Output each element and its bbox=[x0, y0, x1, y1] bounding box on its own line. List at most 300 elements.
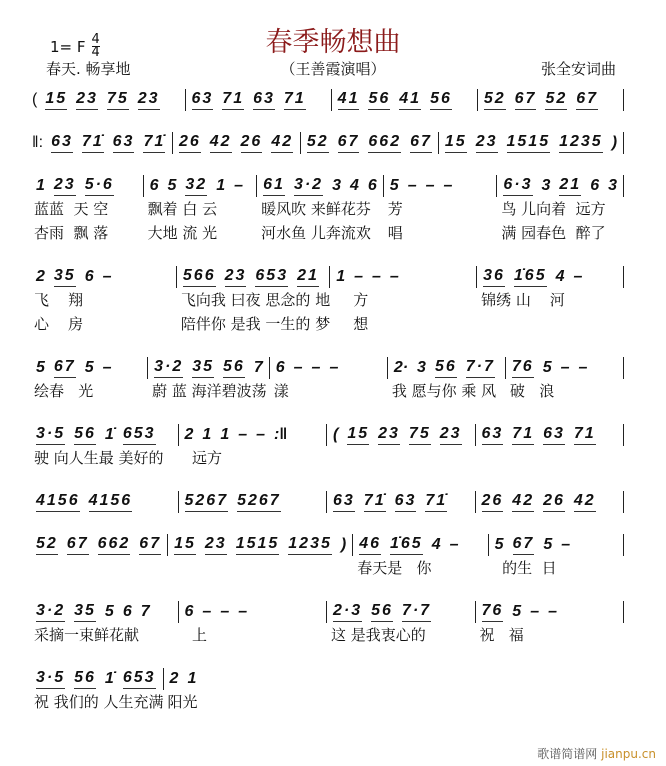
measure-notes bbox=[168, 534, 353, 556]
note-group: 2· bbox=[393, 359, 409, 376]
note-group: 71̇ bbox=[143, 133, 165, 153]
measure bbox=[30, 668, 164, 714]
measure bbox=[270, 357, 388, 403]
note-group: 76 bbox=[512, 358, 534, 378]
note-group: 653 bbox=[255, 267, 288, 287]
lyric-line bbox=[168, 556, 353, 580]
measure bbox=[30, 491, 179, 513]
note-group: 63 bbox=[333, 492, 355, 512]
lyric-line: 心 房 bbox=[34, 315, 84, 333]
measure bbox=[30, 175, 144, 245]
note-group: 63 bbox=[51, 133, 73, 153]
note-group: 3·2 bbox=[154, 358, 183, 378]
lyric-line: 上 bbox=[182, 626, 208, 644]
note-group: 1̇65 bbox=[514, 267, 547, 287]
measure bbox=[179, 491, 328, 513]
note-group: 1̇65 bbox=[390, 535, 423, 555]
note-group: 67 bbox=[54, 358, 76, 378]
measure bbox=[353, 534, 488, 580]
note-group: 23 bbox=[225, 267, 247, 287]
note-group: – bbox=[407, 177, 417, 194]
note-group: 1235 bbox=[559, 133, 603, 153]
lyric-line: 祝 福 bbox=[479, 626, 524, 644]
measure bbox=[186, 89, 332, 111]
lyric-line: 锦绣 山 河 bbox=[481, 291, 565, 309]
note-group: 1 bbox=[187, 670, 197, 687]
note-group: – bbox=[578, 359, 588, 376]
measure bbox=[388, 357, 506, 403]
measure bbox=[179, 601, 328, 647]
score-system bbox=[30, 491, 624, 513]
lyric-line: 的生 日 bbox=[492, 559, 557, 577]
measure bbox=[489, 534, 624, 580]
lyric-line: 方 bbox=[334, 291, 369, 309]
lyric-line: 唱 bbox=[387, 224, 403, 242]
note-group: 7 bbox=[253, 359, 263, 376]
lyric-line: 破 浪 bbox=[509, 382, 555, 400]
measure bbox=[30, 266, 177, 336]
measure-notes bbox=[489, 534, 624, 556]
score-system bbox=[30, 534, 624, 580]
lyric-line: 河水鱼 儿奔流欢 bbox=[261, 224, 371, 242]
lyric-line: 满 园春色 醉了 bbox=[501, 224, 606, 242]
note-group: 67 bbox=[515, 90, 537, 110]
measure-notes bbox=[506, 357, 624, 379]
note-group: 63 bbox=[192, 90, 214, 110]
note-group: 56 bbox=[430, 90, 452, 110]
measure bbox=[327, 601, 476, 647]
lyric-line: 陪伴你 是我 一生的 梦 bbox=[180, 315, 331, 333]
measure bbox=[327, 491, 476, 513]
lyric-line: 春天是 你 bbox=[357, 559, 432, 577]
note-group: 56 bbox=[74, 425, 96, 445]
note-group: 75 bbox=[409, 425, 431, 445]
note-group: 52 bbox=[545, 90, 567, 110]
note-group: 6 bbox=[367, 177, 377, 194]
score-system bbox=[30, 357, 624, 403]
note-group: 52 bbox=[36, 535, 58, 555]
note-group: 5 bbox=[84, 359, 94, 376]
measure bbox=[332, 89, 478, 111]
note-group: 56 bbox=[371, 602, 393, 622]
note-group: 42 bbox=[271, 133, 293, 153]
note-group: ) bbox=[340, 536, 347, 553]
note-group: 15 bbox=[347, 425, 369, 445]
measure-notes bbox=[476, 601, 625, 623]
note-group: – bbox=[238, 603, 248, 620]
lyric-line bbox=[476, 446, 625, 470]
measure bbox=[257, 175, 384, 245]
measure bbox=[439, 132, 624, 154]
note-group: 1 bbox=[36, 177, 45, 194]
note-group: 5 bbox=[512, 603, 522, 620]
note-group: – bbox=[561, 536, 571, 553]
note-group: 2 bbox=[169, 670, 179, 687]
note-group: 71 bbox=[284, 90, 306, 110]
score bbox=[30, 89, 624, 735]
measure-notes bbox=[30, 357, 148, 379]
note-group: 71 bbox=[222, 90, 244, 110]
note-group: 1 bbox=[220, 426, 230, 443]
note-group: 6 bbox=[275, 359, 285, 376]
lyric-line: 大地 流 光 bbox=[147, 224, 218, 242]
note-group: 2 bbox=[184, 426, 194, 443]
note-group: 7·7 bbox=[402, 602, 431, 622]
note-group: 26 bbox=[179, 133, 201, 153]
note-group: 35 bbox=[54, 267, 76, 287]
score-system bbox=[30, 266, 624, 336]
note-group: 71 bbox=[512, 425, 534, 445]
note-group: – bbox=[425, 177, 435, 194]
measure-notes bbox=[30, 601, 179, 623]
note-group: 56 bbox=[223, 358, 245, 378]
note-group: 67 bbox=[338, 133, 360, 153]
measure bbox=[477, 266, 624, 336]
note-group: – bbox=[234, 177, 243, 194]
measure bbox=[506, 357, 624, 403]
lyric-line: 飞 翔 bbox=[34, 291, 84, 309]
measure-notes bbox=[179, 601, 328, 623]
measure bbox=[478, 89, 624, 111]
score-system bbox=[30, 601, 624, 647]
measure-notes bbox=[353, 534, 488, 556]
time-top: 4 bbox=[91, 32, 100, 47]
note-group: 1̇ bbox=[104, 426, 114, 443]
note-group: – bbox=[256, 426, 266, 443]
measure-notes bbox=[327, 601, 476, 623]
measure-notes bbox=[30, 534, 168, 556]
note-group: 67 bbox=[513, 535, 535, 555]
note-group: 23 bbox=[440, 425, 462, 445]
note-group: – bbox=[220, 603, 230, 620]
note-group: – bbox=[293, 359, 303, 376]
measure-notes bbox=[270, 357, 388, 379]
note-group: 63 bbox=[113, 133, 135, 153]
note-group: 23 bbox=[476, 133, 498, 153]
measure-notes bbox=[30, 424, 179, 446]
system-prefix bbox=[30, 89, 39, 111]
note-group: 1515 bbox=[236, 535, 280, 555]
note-group: 63 bbox=[395, 492, 417, 512]
score-system bbox=[30, 668, 235, 714]
lyric-line: 芳 bbox=[387, 200, 403, 218]
note-group: 2·3 bbox=[333, 602, 362, 622]
measure bbox=[164, 668, 235, 714]
measure-notes bbox=[476, 491, 625, 513]
lyric-line: 采摘一束鲜花献 bbox=[34, 626, 140, 644]
note-group: 42 bbox=[574, 492, 596, 512]
measure-notes bbox=[30, 668, 164, 690]
measure bbox=[39, 89, 185, 111]
measure bbox=[330, 266, 477, 336]
note-group: 2 bbox=[36, 268, 45, 285]
note-group: 5 bbox=[389, 177, 399, 194]
lyric-line: 祝 我们的 人生充满 bbox=[34, 693, 164, 711]
measure-notes bbox=[186, 89, 332, 111]
measure-notes bbox=[30, 175, 144, 197]
note-group: 26 bbox=[543, 492, 565, 512]
measure bbox=[30, 424, 179, 470]
measure bbox=[30, 357, 148, 403]
note-group: 3 bbox=[541, 177, 551, 194]
time-bottom: 4 bbox=[91, 45, 100, 60]
measure bbox=[327, 424, 476, 470]
measure-notes bbox=[177, 266, 330, 288]
note-group: 63 bbox=[543, 425, 565, 445]
note-group: 1 bbox=[216, 177, 226, 194]
note-group: 653 bbox=[123, 669, 156, 689]
note-group: – bbox=[449, 536, 459, 553]
note-group: 6 bbox=[149, 177, 159, 194]
system-prefix bbox=[30, 132, 45, 154]
watermark bbox=[537, 745, 656, 762]
measure-notes bbox=[144, 175, 258, 197]
note-group: 26 bbox=[482, 492, 504, 512]
note-group: 71̇ bbox=[425, 492, 447, 512]
note-group: 67 bbox=[67, 535, 89, 555]
note-group: 41 bbox=[399, 90, 421, 110]
measure bbox=[144, 175, 258, 245]
note-group: – bbox=[354, 268, 364, 285]
note-group: 1515 bbox=[507, 133, 551, 153]
song-title: 春季畅想曲 bbox=[265, 27, 401, 58]
score-system bbox=[30, 175, 624, 245]
subtitle: 春天. 畅享地 bbox=[46, 60, 131, 78]
note-group: 71 bbox=[574, 425, 596, 445]
note-group: 75 bbox=[107, 90, 129, 110]
note-group: 1̇ bbox=[104, 670, 114, 687]
lyric-line: 驶 向人生最 美好的 bbox=[34, 449, 164, 467]
measure bbox=[168, 534, 353, 580]
note-group: – bbox=[329, 359, 339, 376]
note-group: 36 bbox=[483, 267, 505, 287]
note-group: 5 bbox=[104, 603, 114, 620]
note-group: 42 bbox=[210, 133, 232, 153]
measure-notes bbox=[45, 132, 173, 154]
note-group: 5 bbox=[543, 536, 553, 553]
note-group: 76 bbox=[482, 602, 504, 622]
note-group: 653 bbox=[123, 425, 156, 445]
repeat-sign: ( bbox=[32, 91, 38, 108]
note-group: 1 bbox=[202, 426, 212, 443]
note-group: 52 bbox=[307, 133, 329, 153]
note-group: 1235 bbox=[288, 535, 332, 555]
note-group: 4156 bbox=[36, 492, 80, 512]
measure-notes bbox=[478, 89, 624, 111]
lyric-line: 杏雨 飘 落 bbox=[34, 224, 109, 242]
note-group: 5267 bbox=[185, 492, 229, 512]
note-group: 3·2 bbox=[36, 602, 65, 622]
note-group: – bbox=[372, 268, 381, 285]
note-group: 71̇ bbox=[364, 492, 386, 512]
measure bbox=[45, 132, 173, 154]
note-group: 71̇ bbox=[82, 133, 104, 153]
note-group: 23 bbox=[76, 90, 98, 110]
note-group: 23 bbox=[205, 535, 227, 555]
note-group: 56 bbox=[435, 358, 457, 378]
note-group: 67 bbox=[410, 133, 432, 153]
key-label: 1= F bbox=[50, 37, 86, 56]
note-group: 662 bbox=[368, 133, 401, 153]
note-group: 35 bbox=[192, 358, 214, 378]
note-group: 56 bbox=[74, 669, 96, 689]
note-group: 5267 bbox=[237, 492, 281, 512]
lyric-line: 飞向我 曰夜 思念的 地 bbox=[180, 291, 331, 309]
lyric-line: 我 愿与你 乘 风 bbox=[391, 382, 497, 400]
note-group: 26 bbox=[241, 133, 263, 153]
composer: 张全安词曲 bbox=[540, 60, 616, 78]
measure bbox=[476, 491, 625, 513]
note-group: 46 bbox=[359, 535, 381, 555]
lyric-line: 这 是我衷心的 bbox=[331, 626, 426, 644]
measure-notes bbox=[30, 266, 177, 288]
measure bbox=[384, 175, 498, 245]
note-group: 5 bbox=[167, 177, 177, 194]
measure bbox=[301, 132, 439, 154]
note-group: ( bbox=[333, 426, 339, 443]
note-group: 662 bbox=[98, 535, 131, 555]
measure bbox=[30, 534, 168, 580]
note-group: 6·3 bbox=[503, 176, 532, 196]
note-group: 3 bbox=[608, 177, 618, 194]
note-group: 5 bbox=[494, 536, 504, 553]
lyric-line: 蓝蓝 天 空 bbox=[34, 200, 109, 218]
note-group: 23 bbox=[378, 425, 400, 445]
note-group: – bbox=[202, 603, 212, 620]
note-group: 21 bbox=[559, 176, 581, 196]
measure-notes bbox=[497, 175, 624, 197]
watermark-cn: 歌谱简谱网 bbox=[537, 747, 598, 761]
note-group: 1 bbox=[336, 268, 346, 285]
note-group: 4156 bbox=[89, 492, 133, 512]
score-system bbox=[30, 132, 624, 154]
note-group: 15 bbox=[445, 133, 467, 153]
watermark-en: jianpu.cn bbox=[601, 747, 656, 761]
lyric-line bbox=[477, 312, 624, 336]
measure-notes bbox=[388, 357, 506, 379]
note-group: 61 bbox=[263, 176, 285, 196]
note-group: 5·6 bbox=[85, 176, 114, 196]
note-group: – bbox=[560, 359, 570, 376]
note-group: 42 bbox=[512, 492, 534, 512]
note-group: 3·5 bbox=[36, 425, 65, 445]
note-group: 67 bbox=[576, 90, 598, 110]
note-group: 7 bbox=[140, 603, 150, 620]
note-group: 4 bbox=[431, 536, 441, 553]
measure bbox=[173, 132, 301, 154]
note-group: ) bbox=[611, 134, 618, 151]
note-group: 5 bbox=[542, 359, 552, 376]
note-group: 6 bbox=[184, 603, 194, 620]
note-group: 35 bbox=[74, 602, 96, 622]
note-group: 63 bbox=[253, 90, 275, 110]
note-group: 6 bbox=[590, 177, 600, 194]
lyric-line: 暖风吹 来鲜花芬 bbox=[261, 200, 371, 218]
measure bbox=[179, 424, 328, 470]
lyric-line: 远方 bbox=[182, 449, 223, 467]
note-group: 566 bbox=[183, 267, 216, 287]
lyric-line: 阳光 bbox=[167, 693, 198, 711]
note-group: 41 bbox=[338, 90, 360, 110]
measure-notes bbox=[179, 491, 328, 513]
score-system bbox=[30, 89, 624, 111]
measure bbox=[497, 175, 624, 245]
note-group: 23 bbox=[138, 90, 160, 110]
note-group: 5 bbox=[36, 359, 45, 376]
measure-notes bbox=[327, 491, 476, 513]
note-group: – bbox=[102, 268, 112, 285]
note-group: 6 bbox=[84, 268, 94, 285]
lyric-line bbox=[327, 446, 476, 470]
measure-notes bbox=[477, 266, 624, 288]
lyric-line: 漾 bbox=[273, 382, 289, 400]
note-group: 3·2 bbox=[294, 176, 323, 196]
note-group: – bbox=[573, 268, 583, 285]
note-group: 21 bbox=[297, 267, 319, 287]
note-group: 3 bbox=[417, 359, 426, 376]
note-group: – bbox=[548, 603, 558, 620]
measure bbox=[148, 357, 270, 403]
note-group: 3 bbox=[332, 177, 341, 194]
measure bbox=[177, 266, 330, 336]
lyric-line: 飘着 白 云 bbox=[147, 200, 218, 218]
measure-notes bbox=[476, 424, 625, 446]
repeat-sign: ‖: bbox=[32, 134, 44, 151]
note-group: – bbox=[389, 268, 399, 285]
note-group: 67 bbox=[139, 535, 161, 555]
score-system bbox=[30, 424, 624, 470]
note-group: – bbox=[311, 359, 321, 376]
measure-notes bbox=[39, 89, 185, 111]
note-group: 15 bbox=[174, 535, 196, 555]
note-group: 56 bbox=[368, 90, 390, 110]
note-group: 3·5 bbox=[36, 669, 65, 689]
measure-notes bbox=[257, 175, 384, 197]
measure-notes bbox=[30, 491, 179, 513]
note-group: – bbox=[530, 603, 540, 620]
note-group: – bbox=[443, 177, 453, 194]
measure-notes bbox=[148, 357, 270, 379]
measure-notes bbox=[384, 175, 498, 197]
measure bbox=[30, 601, 179, 647]
measure bbox=[476, 424, 625, 470]
measure-notes bbox=[327, 424, 476, 446]
measure-notes bbox=[301, 132, 439, 154]
lyric-line: 绘春 光 bbox=[34, 382, 94, 400]
note-group: 63 bbox=[482, 425, 504, 445]
note-group: 7·7 bbox=[466, 358, 495, 378]
measure-notes bbox=[164, 668, 235, 690]
note-group: 15 bbox=[45, 90, 67, 110]
measure-notes bbox=[332, 89, 478, 111]
lyric-line: 想 bbox=[334, 315, 369, 333]
measure-notes bbox=[173, 132, 301, 154]
note-group: 4 bbox=[555, 268, 565, 285]
measure bbox=[476, 601, 625, 647]
lyric-line: 鸟 儿向着 远方 bbox=[501, 200, 606, 218]
note-group: 52 bbox=[484, 90, 506, 110]
note-group: – bbox=[238, 426, 248, 443]
note-group: 4 bbox=[349, 177, 359, 194]
lyric-line: 蔚 蓝 海洋碧波荡 bbox=[152, 382, 267, 400]
performer: （王善霞演唱） bbox=[280, 60, 386, 78]
note-group: – bbox=[102, 359, 112, 376]
note-group: 23 bbox=[54, 176, 76, 196]
note-group: 32 bbox=[185, 176, 207, 196]
note-group: :‖ bbox=[274, 426, 288, 443]
lyric-line bbox=[30, 556, 168, 580]
measure-notes bbox=[439, 132, 624, 154]
